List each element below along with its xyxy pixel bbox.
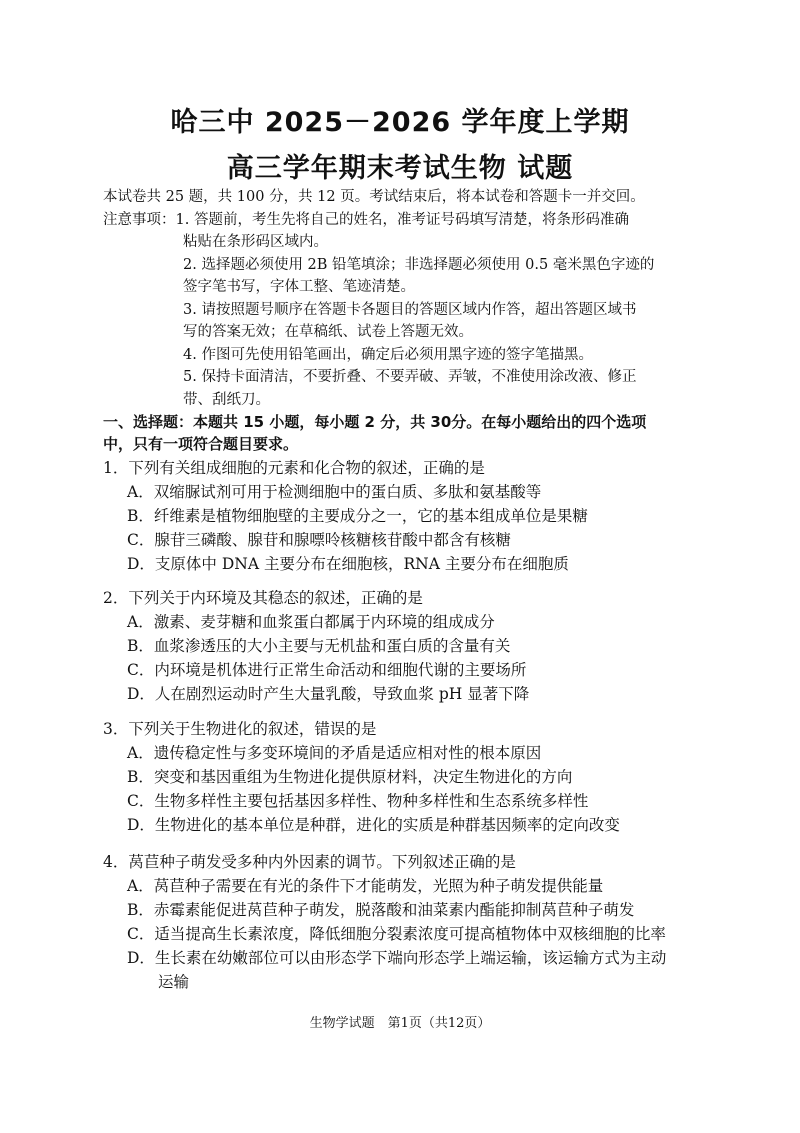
- question-stem: 3．下列关于生物进化的叙述，错误的是: [103, 720, 377, 738]
- notice-line: 4. 作图可先使用铅笔画出，确定后必须用黑字迹的签字笔描黑。: [183, 347, 593, 363]
- section-heading: 中，只有一项符合题目要求。: [103, 435, 299, 453]
- question-option: B．纤维素是植物细胞壁的主要成分之一，它的基本组成单位是果糖: [127, 507, 588, 525]
- notice-line: 签字笔书写，字体工整、笔迹清楚。: [183, 279, 415, 295]
- question-option: C．腺苷三磷酸、腺苷和腺嘌呤核糖核苷酸中都含有核糖: [127, 531, 511, 549]
- question-option: D．支原体中 DNA 主要分布在细胞核，RNA 主要分布在细胞质: [127, 555, 569, 573]
- page-footer: 生物学试题 第1页（共12页）: [309, 1016, 491, 1031]
- notice-line: 写的答案无效；在草稿纸、试卷上答题无效。: [183, 324, 473, 340]
- question-option: A．遗传稳定性与多变环境间的矛盾是适应相对性的根本原因: [127, 744, 542, 762]
- question-option: A．双缩脲试剂可用于检测细胞中的蛋白质、多肽和氨基酸等: [127, 483, 542, 501]
- question-option: D．人在剧烈运动时产生大量乳酸，导致血浆 pH 显著下降: [127, 685, 530, 703]
- question-option: A．莴苣种子需要在有光的条件下才能萌发，光照为种子萌发提供能量: [127, 877, 604, 895]
- question-option: D．生长素在幼嫩部位可以由形态学下端向形态学上端运输，该运输方式为主动: [127, 949, 667, 967]
- question-stem: 2．下列关于内环境及其稳态的叙述，正确的是: [103, 589, 423, 607]
- section-heading: 一、选择题：本题共 15 小题，每小题 2 分，共 30分。在每小题给出的四个选项: [103, 413, 647, 431]
- question-stem: 1．下列有关组成细胞的元素和化合物的叙述，正确的是: [103, 459, 485, 477]
- notice-line: 粘贴在条形码区域内。: [183, 234, 328, 250]
- exam-intro: 本试卷共 25 题，共 100 分，共 12 页。考试结束后，将本试卷和答题卡一并交回。: [103, 189, 645, 205]
- question-stem: 4．莴苣种子萌发受多种内外因素的调节。下列叙述正确的是: [103, 853, 516, 871]
- exam-title: 哈三中 2025－2026 学年度上学期: [170, 107, 630, 138]
- question-option: B．赤霉素能促进莴苣种子萌发，脱落酸和油菜素内酯能抑制莴苣种子萌发: [127, 901, 635, 919]
- question-option: D．生物进化的基本单位是种群，进化的实质是种群基因频率的定向改变: [127, 816, 620, 834]
- exam-subtitle: 高三学年期末考试生物 试题: [226, 153, 574, 184]
- notice-line: 带、刮纸刀。: [183, 392, 270, 408]
- question-option: B．突变和基因重组为生物进化提供原材料，决定生物进化的方向: [127, 768, 573, 786]
- question-option: A．激素、麦芽糖和血浆蛋白都属于内环境的组成成分: [127, 613, 495, 631]
- notice-line: 注意事项：1. 答题前，考生先将自己的姓名，准考证号码填写清楚，将条形码准确: [103, 212, 629, 228]
- question-option: C．适当提高生长素浓度，降低细胞分裂素浓度可提高植物体中双核细胞的比率: [127, 925, 666, 943]
- question-option: C．生物多样性主要包括基因多样性、物种多样性和生态系统多样性: [127, 792, 589, 810]
- notice-line: 2. 选择题必须使用 2B 铅笔填涂；非选择题必须使用 0.5 毫米黑色字迹的: [183, 257, 655, 273]
- notice-line: 5. 保持卡面清洁，不要折叠、不要弄破、弄皱，不准使用涂改液、修正: [183, 369, 637, 385]
- question-option-continued: 运输: [158, 973, 190, 991]
- question-option: B．血浆渗透压的大小主要与无机盐和蛋白质的含量有关: [127, 637, 511, 655]
- notice-line: 3. 请按照题号顺序在答题卡各题目的答题区域内作答，超出答题区域书: [183, 302, 637, 318]
- question-option: C．内环境是机体进行正常生命活动和细胞代谢的主要场所: [127, 661, 527, 679]
